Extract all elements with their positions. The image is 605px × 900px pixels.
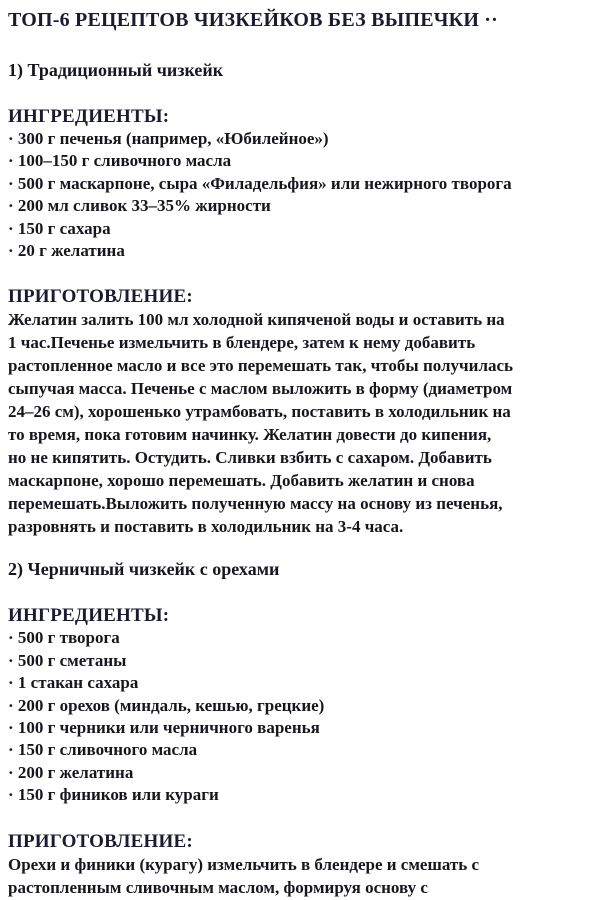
ingredient-item: · 150 г сливочного масла xyxy=(8,740,198,760)
recipe-1-heading: 1) Традиционный чизкейк xyxy=(8,60,224,80)
ingredient-item: · 100 г черники или черничного варенья xyxy=(8,718,320,738)
ingredient-item: · 500 г маскарпоне, сыра «Филадельфия» или нежирного творога xyxy=(8,173,512,193)
preparation-line: Орехи и финики (курагу) измельчить в блендере и смешать с xyxy=(8,854,480,874)
ingredient-item: · 150 г сахара xyxy=(8,218,111,238)
ingredient-item: · 150 г фиников или кураги xyxy=(8,785,219,805)
ingredient-item: · 100–150 г сливочного масла xyxy=(8,151,232,171)
recipe-2-ingredients-list xyxy=(8,627,601,806)
ingredient-item: · 200 г орехов (миндаль, кешью, грецкие) xyxy=(8,695,325,715)
document-title: ТОП-6 РЕЦЕПТОВ ЧИЗКЕЙКОВ БЕЗ ВЫПЕЧКИ ·· xyxy=(8,9,499,31)
recipe-section-traditional xyxy=(8,59,601,538)
recipe-1-ingredients-label: ИНГРЕДИЕНТЫ: xyxy=(8,106,170,127)
recipe-2-preparation-label: ПРИГОТОВЛЕНИЕ: xyxy=(8,830,193,852)
ingredient-item: · 500 г творога xyxy=(8,628,120,648)
ingredient-item: · 200 г желатина xyxy=(8,762,134,782)
recipe-1-ingredients-list xyxy=(8,128,601,262)
preparation-line: сыпучая масса. Печенье с маслом выложить в форму (диаметром xyxy=(8,379,513,399)
preparation-line: 1 час.Печенье измельчить в блендере, затем к нему добавить xyxy=(8,333,476,353)
preparation-line: перемешать.Выложить полученную массу на основу из печенья, xyxy=(8,494,503,514)
preparation-line: то время, пока готовим начинку. Желатин довести до кипения, xyxy=(8,425,492,445)
preparation-line: но не кипятить. Остудить. Сливки взбить с сахаром. Добавить xyxy=(8,448,492,468)
recipe-2-heading: 2) Черничный чизкейк с орехами xyxy=(8,559,280,580)
preparation-line: маскарпоне, хорошо перемешать. Добавить желатин и снова xyxy=(8,471,475,491)
recipe-1-preparation-text xyxy=(8,308,601,538)
recipe-1-preparation-label: ПРИГОТОВЛЕНИЕ: xyxy=(8,286,193,308)
preparation-line: Желатин залить 100 мл холодной кипяченой воды и оставить на xyxy=(8,310,505,330)
preparation-line: растопленное масло и все это перемешать так, чтобы получилась xyxy=(8,356,514,376)
recipe-section-blueberry xyxy=(8,558,601,898)
ingredient-item: · 200 мл сливок 33–35% жирности xyxy=(8,196,271,216)
recipe-2-ingredients-label: ИНГРЕДИЕНТЫ: xyxy=(8,605,170,627)
preparation-line: растопленным сливочным маслом, формируя основу с xyxy=(8,877,428,897)
preparation-line: разровнять и поставить в холодильник на 3-4 часа. xyxy=(8,517,404,537)
ingredient-item: · 1 стакан сахара xyxy=(8,673,139,693)
ingredient-item: · 500 г сметаны xyxy=(8,650,127,670)
recipe-2-preparation-text xyxy=(8,853,601,899)
preparation-line: 24–26 см), хорошенько утрамбовать, поставить в холодильник на xyxy=(8,402,511,422)
ingredient-item: · 20 г желатина xyxy=(8,241,125,261)
ingredient-item: · 300 г печенья (например, «Юбилейное») xyxy=(8,129,329,148)
